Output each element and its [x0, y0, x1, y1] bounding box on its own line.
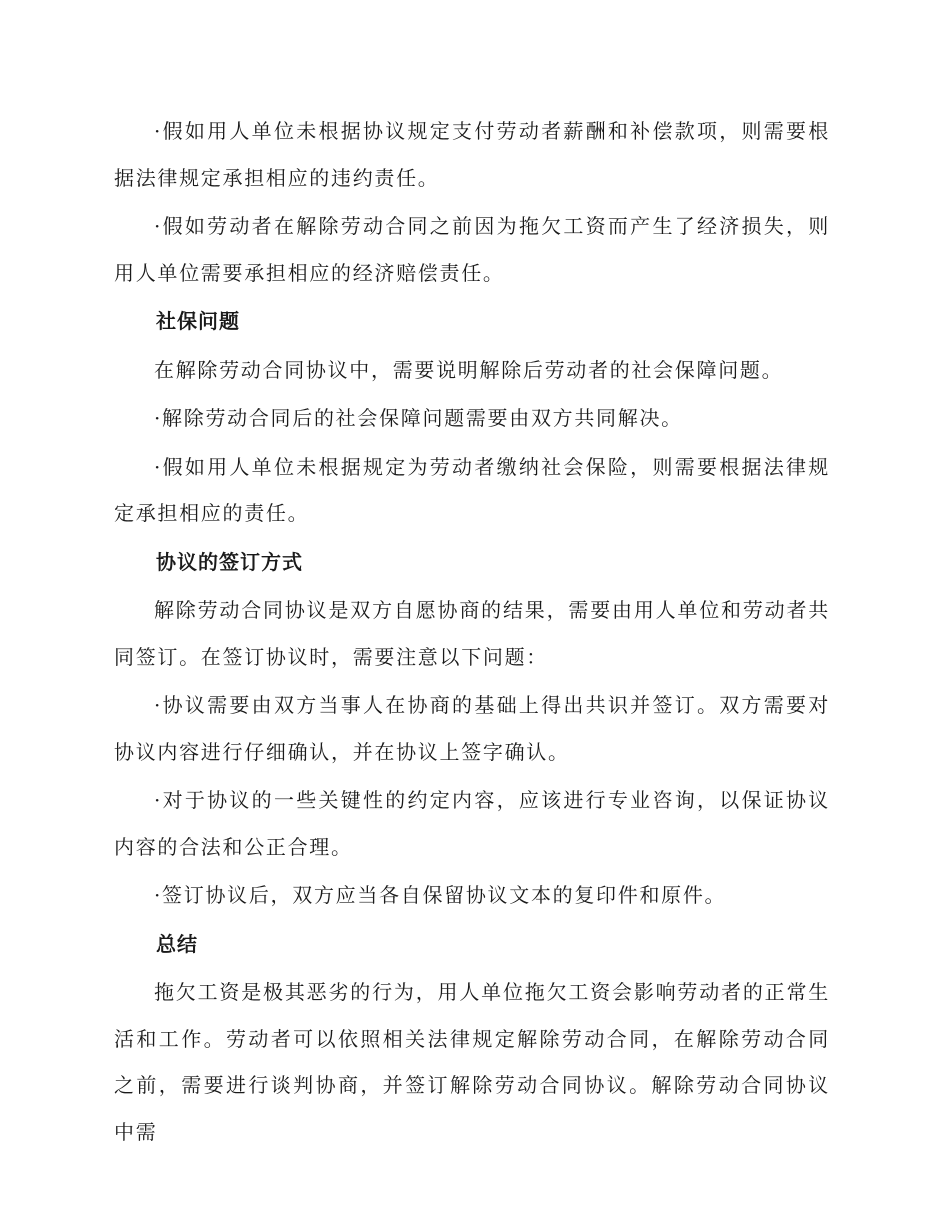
bullet-paragraph-joint-resolution: ·解除劳动合同后的社会保障问题需要由双方共同解决。 — [154, 406, 683, 430]
document-body — [114, 108, 830, 1157]
bullet-paragraph-insurance-liability: ·假如用人单位未根据规定为劳动者缴纳社会保险，则需要根据法律规定承担相应的责任。 — [114, 454, 830, 525]
bullet-paragraph-consensus-signing: ·协议需要由双方当事人在协商的基础上得出共识并签订。双方需要对协议内容进行仔细确认，并在协议上签字确认。 — [114, 693, 830, 764]
bullet-paragraph-breach-liability: ·假如用人单位未根据协议规定支付劳动者薪酬和补偿款项，则需要根据法律规定承担相应的违约责任。 — [114, 119, 830, 190]
paragraph-social-security-intro: 在解除劳动合同协议中，需要说明解除后劳动者的社会保障问题。 — [154, 357, 784, 382]
section-heading-summary: 总结 — [156, 931, 198, 956]
bullet-paragraph-keep-copies: ·签订协议后，双方应当各自保留协议文本的复印件和原件。 — [154, 883, 727, 907]
paragraph-signing-intro: 解除劳动合同协议是双方自愿协商的结果，需要由用人单位和劳动者共同签订。在签订协议时，需要注意以下问题： — [114, 598, 830, 669]
section-heading-social-security: 社保问题 — [156, 309, 240, 333]
paragraph-summary: 拖欠工资是极其恶劣的行为，用人单位拖欠工资会影响劳动者的正常生活和工作。劳动者可以依照相关法律规定解除劳动合同，在解除劳动合同之前，需要进行谈判协商，并签订解除劳动合同协议。解除劳动合同协议中需 — [114, 980, 830, 1144]
section-heading-signing-method: 协议的签订方式 — [156, 549, 303, 574]
bullet-paragraph-professional-consultation: ·对于协议的一些关键性的约定内容，应该进行专业咨询，以保证协议内容的合法和公正合理。 — [114, 788, 830, 859]
bullet-paragraph-economic-compensation: ·假如劳动者在解除劳动合同之前因为拖欠工资而产生了经济损失，则用人单位需要承担相应的经济赔偿责任。 — [114, 214, 830, 285]
